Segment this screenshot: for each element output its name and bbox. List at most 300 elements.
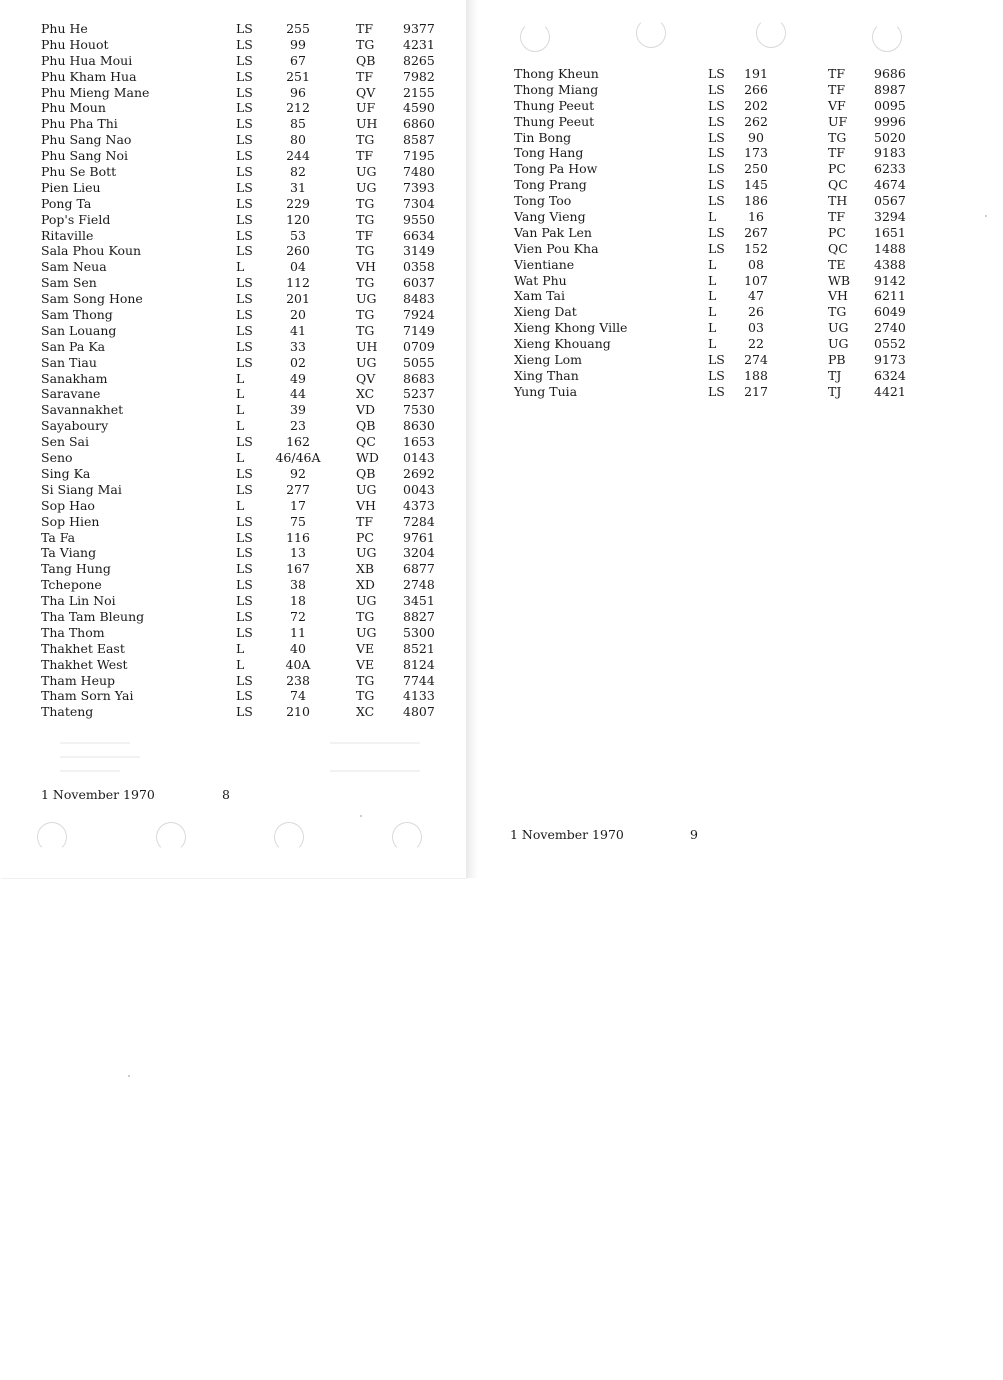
grid-zone: VH: [828, 288, 848, 304]
grid-zone: TE: [828, 256, 846, 272]
strip-type: LS: [708, 145, 725, 161]
grid-zone: TG: [356, 36, 375, 52]
strip-type: L: [708, 272, 717, 288]
strip-type: LS: [708, 161, 725, 177]
strip-type: LS: [236, 481, 253, 497]
left-page-number: 8: [222, 787, 230, 802]
grid-zone: TG: [356, 672, 375, 688]
grid-coordinate: 8587: [403, 132, 435, 148]
place-name: Thateng: [41, 704, 94, 720]
place-name: Tham Sorn Yai: [41, 688, 134, 704]
grid-coordinate: 7982: [403, 68, 435, 84]
site-number: 40A: [285, 656, 311, 672]
grid-zone: VE: [356, 656, 375, 672]
grid-zone: PC: [828, 224, 846, 240]
page-gutter: [466, 0, 478, 878]
grid-coordinate: 4590: [403, 100, 435, 116]
site-number: 02: [290, 354, 306, 370]
place-name: Wat Phu: [514, 272, 567, 288]
punch-hole: [37, 822, 67, 852]
grid-zone: UH: [356, 338, 378, 354]
site-number: 267: [744, 224, 768, 240]
strip-type: LS: [236, 275, 253, 291]
grid-coordinate: 4674: [874, 177, 906, 193]
place-name: Phu Houot: [41, 36, 109, 52]
grid-zone: UG: [356, 291, 377, 307]
grid-zone: TF: [356, 68, 374, 84]
strip-type: LS: [236, 164, 253, 180]
grid-coordinate: 6037: [403, 275, 435, 291]
strip-type: LS: [708, 367, 725, 383]
grid-coordinate: 8683: [403, 370, 435, 386]
place-name: Ta Fa: [41, 529, 76, 545]
grid-zone: QV: [356, 370, 376, 386]
grid-zone: XC: [356, 704, 375, 720]
bleed-through-line: [330, 742, 420, 744]
grid-coordinate: 5055: [403, 354, 435, 370]
grid-zone: TG: [356, 243, 375, 259]
grid-zone: TF: [356, 21, 374, 36]
place-name: Thong Miang: [514, 81, 599, 97]
grid-zone: TH: [828, 193, 848, 209]
strip-type: LS: [236, 132, 253, 148]
place-name: Tong Pa How: [514, 161, 598, 177]
site-number: 277: [286, 481, 310, 497]
bleed-through-line: [60, 742, 130, 744]
grid-zone: XC: [356, 386, 375, 402]
grid-zone: TG: [356, 608, 375, 624]
grid-zone: VD: [356, 402, 376, 418]
grid-coordinate: 0095: [874, 97, 906, 113]
place-name: Tong Prang: [514, 177, 587, 193]
strip-type: LS: [236, 116, 253, 132]
site-number: 116: [286, 529, 310, 545]
site-number: 16: [748, 209, 764, 225]
strip-type: LS: [236, 148, 253, 164]
strip-type: LS: [708, 97, 725, 113]
site-number: 145: [744, 177, 768, 193]
place-name: San Louang: [41, 322, 117, 338]
site-number: 210: [286, 704, 310, 720]
strip-type: L: [236, 259, 245, 275]
grid-zone: VH: [356, 259, 376, 275]
grid-zone: TF: [828, 209, 846, 225]
strip-type: LS: [708, 113, 725, 129]
punch-hole: [520, 22, 550, 52]
grid-coordinate: 1651: [874, 224, 906, 240]
grid-coordinate: 6634: [403, 227, 435, 243]
grid-coordinate: 7480: [403, 164, 435, 180]
grid-zone: TG: [828, 129, 847, 145]
site-number: 26: [748, 304, 764, 320]
strip-type: L: [236, 497, 245, 513]
strip-type: LS: [236, 100, 253, 116]
strip-type: LS: [236, 68, 253, 84]
site-number: 80: [290, 132, 306, 148]
strip-type: LS: [708, 352, 725, 368]
grid-coordinate: 3451: [403, 593, 435, 609]
site-number: 96: [290, 84, 306, 100]
grid-coordinate: 9183: [874, 145, 906, 161]
grid-coordinate: 9996: [874, 113, 906, 129]
grid-zone: VH: [356, 497, 376, 513]
site-number: 74: [290, 688, 306, 704]
site-number: 238: [286, 672, 310, 688]
grid-coordinate: 9377: [403, 21, 435, 36]
place-name: Sop Hien: [41, 513, 100, 529]
place-name: Tchepone: [41, 577, 102, 593]
grid-zone: UG: [356, 593, 377, 609]
site-number: 191: [744, 66, 768, 81]
grid-zone: TG: [356, 275, 375, 291]
place-name: Saravane: [41, 386, 101, 402]
place-name: Van Pak Len: [514, 224, 592, 240]
grid-zone: XB: [356, 561, 375, 577]
grid-coordinate: 8124: [403, 656, 435, 672]
strip-type: L: [708, 304, 717, 320]
grid-coordinate: 6324: [874, 367, 906, 383]
place-name: Sanakham: [41, 370, 108, 386]
site-number: 53: [290, 227, 306, 243]
strip-type: LS: [236, 704, 253, 720]
place-name: Vientiane: [514, 256, 575, 272]
site-number: 266: [744, 81, 768, 97]
strip-type: LS: [236, 227, 253, 243]
grid-coordinate: 7924: [403, 307, 435, 323]
strip-type: LS: [236, 434, 253, 450]
grid-coordinate: 0552: [874, 336, 906, 352]
place-name: Vang Vieng: [514, 209, 586, 225]
site-number: 47: [748, 288, 764, 304]
place-name: Sayaboury: [41, 418, 109, 434]
site-number: 33: [290, 338, 306, 354]
place-name: Yung Tuia: [514, 383, 578, 399]
place-name: Xieng Lom: [514, 352, 582, 368]
strip-type: LS: [708, 66, 725, 81]
grid-zone: QC: [828, 240, 848, 256]
place-name: Ta Viang: [41, 545, 97, 561]
grid-zone: TJ: [828, 383, 842, 399]
place-name: Tang Hung: [41, 561, 111, 577]
grid-zone: TF: [356, 148, 374, 164]
strip-type: LS: [236, 529, 253, 545]
strip-type: LS: [236, 322, 253, 338]
strip-type: LS: [236, 354, 253, 370]
place-name: Sam Sen: [41, 275, 97, 291]
site-number: 72: [290, 608, 306, 624]
grid-zone: TG: [356, 132, 375, 148]
site-number: 229: [286, 195, 310, 211]
strip-type: LS: [236, 52, 253, 68]
strip-type: LS: [236, 36, 253, 52]
punch-hole: [636, 18, 666, 48]
strip-type: LS: [236, 84, 253, 100]
grid-zone: UG: [356, 179, 377, 195]
place-name: Phu Kham Hua: [41, 68, 137, 84]
punch-hole: [156, 822, 186, 852]
site-number: 201: [286, 291, 310, 307]
site-number: 112: [286, 275, 310, 291]
site-number: 17: [290, 497, 306, 513]
grid-zone: TF: [828, 66, 846, 81]
site-number: 152: [744, 240, 768, 256]
place-name: Phu Moun: [41, 100, 106, 116]
strip-type: L: [236, 418, 245, 434]
paper-speck: [128, 1075, 130, 1077]
grid-coordinate: 8987: [874, 81, 906, 97]
grid-zone: TJ: [828, 367, 842, 383]
bleed-through-line: [60, 770, 120, 772]
site-number: 31: [290, 179, 306, 195]
grid-zone: UG: [356, 354, 377, 370]
grid-zone: WB: [828, 272, 851, 288]
punch-hole: [274, 822, 304, 852]
grid-coordinate: 4421: [874, 383, 906, 399]
place-name: Xam Tai: [514, 288, 565, 304]
strip-type: LS: [708, 81, 725, 97]
grid-zone: TG: [828, 304, 847, 320]
strip-type: LS: [236, 608, 253, 624]
place-name: Savannakhet: [41, 402, 124, 418]
strip-type: LS: [236, 21, 253, 36]
place-name: Tong Hang: [514, 145, 584, 161]
grid-zone: TG: [356, 195, 375, 211]
grid-zone: UH: [356, 116, 378, 132]
strip-type: L: [708, 256, 717, 272]
grid-coordinate: 2692: [403, 465, 435, 481]
grid-coordinate: 6877: [403, 561, 435, 577]
strip-type: LS: [708, 383, 725, 399]
grid-zone: TG: [356, 211, 375, 227]
grid-zone: PC: [828, 161, 846, 177]
site-number: 49: [290, 370, 306, 386]
site-number: 260: [286, 243, 310, 259]
place-name: Phu He: [41, 21, 88, 36]
strip-type: LS: [236, 291, 253, 307]
site-number: 08: [748, 256, 764, 272]
place-name: Phu Se Bott: [41, 164, 117, 180]
grid-zone: QV: [356, 84, 376, 100]
grid-coordinate: 3294: [874, 209, 906, 225]
grid-zone: TG: [356, 322, 375, 338]
strip-type: LS: [236, 545, 253, 561]
grid-coordinate: 2155: [403, 84, 435, 100]
site-number: 274: [744, 352, 768, 368]
grid-zone: UF: [828, 113, 848, 129]
place-name: Thung Peeut: [514, 97, 595, 113]
grid-coordinate: 9761: [403, 529, 435, 545]
grid-coordinate: 7530: [403, 402, 435, 418]
strip-type: LS: [708, 224, 725, 240]
strip-type: LS: [236, 593, 253, 609]
site-number: 202: [744, 97, 768, 113]
place-name: Sala Phou Koun: [41, 243, 142, 259]
grid-zone: TF: [828, 145, 846, 161]
place-name: Xing Than: [514, 367, 579, 383]
site-number: 212: [286, 100, 310, 116]
site-number: 20: [290, 307, 306, 323]
site-number: 75: [290, 513, 306, 529]
strip-type: LS: [236, 179, 253, 195]
grid-zone: PB: [828, 352, 846, 368]
place-name: Phu Pha Thi: [41, 116, 118, 132]
strip-type: LS: [708, 240, 725, 256]
site-number: 38: [290, 577, 306, 593]
paper-speck: [985, 215, 987, 217]
right-footer-date: 1 November 1970: [510, 827, 624, 842]
place-name: Sing Ka: [41, 465, 91, 481]
grid-coordinate: 7149: [403, 322, 435, 338]
site-number: 217: [744, 383, 768, 399]
strip-type: LS: [708, 177, 725, 193]
place-name: Phu Hua Moui: [41, 52, 133, 68]
grid-coordinate: 1653: [403, 434, 435, 450]
site-number: 23: [290, 418, 306, 434]
grid-zone: QC: [356, 434, 376, 450]
grid-zone: TF: [356, 513, 374, 529]
grid-zone: TG: [356, 688, 375, 704]
grid-coordinate: 9173: [874, 352, 906, 368]
site-number: 03: [748, 320, 764, 336]
strip-type: LS: [236, 513, 253, 529]
site-number: 167: [286, 561, 310, 577]
site-number: 120: [286, 211, 310, 227]
site-number: 255: [286, 21, 310, 36]
site-number: 173: [744, 145, 768, 161]
grid-zone: QC: [828, 177, 848, 193]
grid-zone: UF: [356, 100, 376, 116]
grid-zone: PC: [356, 529, 374, 545]
strip-type: LS: [236, 624, 253, 640]
site-number: 11: [290, 624, 306, 640]
bleed-through-line: [330, 770, 420, 772]
strip-type: L: [708, 336, 717, 352]
grid-coordinate: 9550: [403, 211, 435, 227]
site-number: 22: [748, 336, 764, 352]
place-name: Sam Song Hone: [41, 291, 143, 307]
grid-coordinate: 3149: [403, 243, 435, 259]
place-name: Sen Sai: [41, 434, 89, 450]
punch-hole: [392, 822, 422, 852]
strip-type: L: [236, 656, 245, 672]
right-page-number: 9: [690, 827, 698, 842]
place-name: San Tiau: [41, 354, 97, 370]
strip-type: L: [236, 402, 245, 418]
place-name: Phu Mieng Mane: [41, 84, 150, 100]
grid-coordinate: 8827: [403, 608, 435, 624]
place-name: Tha Lin Noi: [41, 593, 116, 609]
grid-coordinate: 8521: [403, 640, 435, 656]
strip-type: LS: [236, 688, 253, 704]
punch-hole: [756, 18, 786, 48]
place-name: Sam Thong: [41, 307, 113, 323]
grid-zone: VF: [828, 97, 846, 113]
place-name: Vien Pou Kha: [514, 240, 599, 256]
place-name: Tham Heup: [41, 672, 116, 688]
strip-type: LS: [236, 195, 253, 211]
site-number: 18: [290, 593, 306, 609]
strip-type: LS: [708, 129, 725, 145]
place-name: Thakhet West: [41, 656, 128, 672]
site-number: 186: [744, 193, 768, 209]
grid-coordinate: 7744: [403, 672, 435, 688]
grid-coordinate: 4373: [403, 497, 435, 513]
grid-zone: QB: [356, 52, 376, 68]
site-number: 82: [290, 164, 306, 180]
strip-type: LS: [236, 577, 253, 593]
place-name: Ritaville: [41, 227, 94, 243]
strip-type: LS: [708, 193, 725, 209]
grid-zone: VE: [356, 640, 375, 656]
strip-type: LS: [236, 243, 253, 259]
site-number: 39: [290, 402, 306, 418]
grid-zone: TF: [828, 81, 846, 97]
grid-coordinate: 0043: [403, 481, 435, 497]
strip-type: L: [708, 288, 717, 304]
place-name: Tha Thom: [41, 624, 105, 640]
site-number: 250: [744, 161, 768, 177]
place-name: Xieng Khong Ville: [514, 320, 628, 336]
strip-type: L: [708, 320, 717, 336]
grid-coordinate: 7284: [403, 513, 435, 529]
bleed-through-line: [60, 756, 140, 758]
site-number: 188: [744, 367, 768, 383]
strip-type: LS: [236, 307, 253, 323]
strip-type: L: [236, 640, 245, 656]
grid-zone: UG: [356, 545, 377, 561]
site-number: 162: [286, 434, 310, 450]
site-number: 40: [290, 640, 306, 656]
grid-coordinate: 9142: [874, 272, 906, 288]
grid-coordinate: 4807: [403, 704, 435, 720]
grid-coordinate: 6211: [874, 288, 906, 304]
grid-coordinate: 5237: [403, 386, 435, 402]
place-name: Sam Neua: [41, 259, 107, 275]
grid-coordinate: 0358: [403, 259, 435, 275]
place-name: Si Siang Mai: [41, 481, 122, 497]
grid-zone: TG: [356, 307, 375, 323]
grid-zone: TF: [356, 227, 374, 243]
place-name: Thung Peeut: [514, 113, 595, 129]
place-name: Thong Kheun: [514, 66, 599, 81]
place-name: Seno: [41, 450, 73, 466]
site-number: 92: [290, 465, 306, 481]
place-name: Tin Bong: [514, 129, 572, 145]
grid-coordinate: 7195: [403, 148, 435, 164]
grid-coordinate: 7393: [403, 179, 435, 195]
site-number: 85: [290, 116, 306, 132]
strip-type: L: [236, 386, 245, 402]
grid-zone: WD: [356, 450, 379, 466]
grid-zone: UG: [356, 624, 377, 640]
site-number: 04: [290, 259, 306, 275]
grid-coordinate: 4231: [403, 36, 435, 52]
grid-coordinate: 0567: [874, 193, 906, 209]
grid-coordinate: 5020: [874, 129, 906, 145]
grid-coordinate: 2748: [403, 577, 435, 593]
grid-coordinate: 8630: [403, 418, 435, 434]
site-number: 244: [286, 148, 310, 164]
site-number: 67: [290, 52, 306, 68]
strip-type: LS: [236, 211, 253, 227]
grid-zone: UG: [828, 336, 849, 352]
site-number: 90: [748, 129, 764, 145]
paper-speck: [360, 815, 362, 817]
grid-coordinate: 8265: [403, 52, 435, 68]
punch-hole: [872, 22, 902, 52]
place-name: Thakhet East: [41, 640, 125, 656]
place-name: Pien Lieu: [41, 179, 101, 195]
